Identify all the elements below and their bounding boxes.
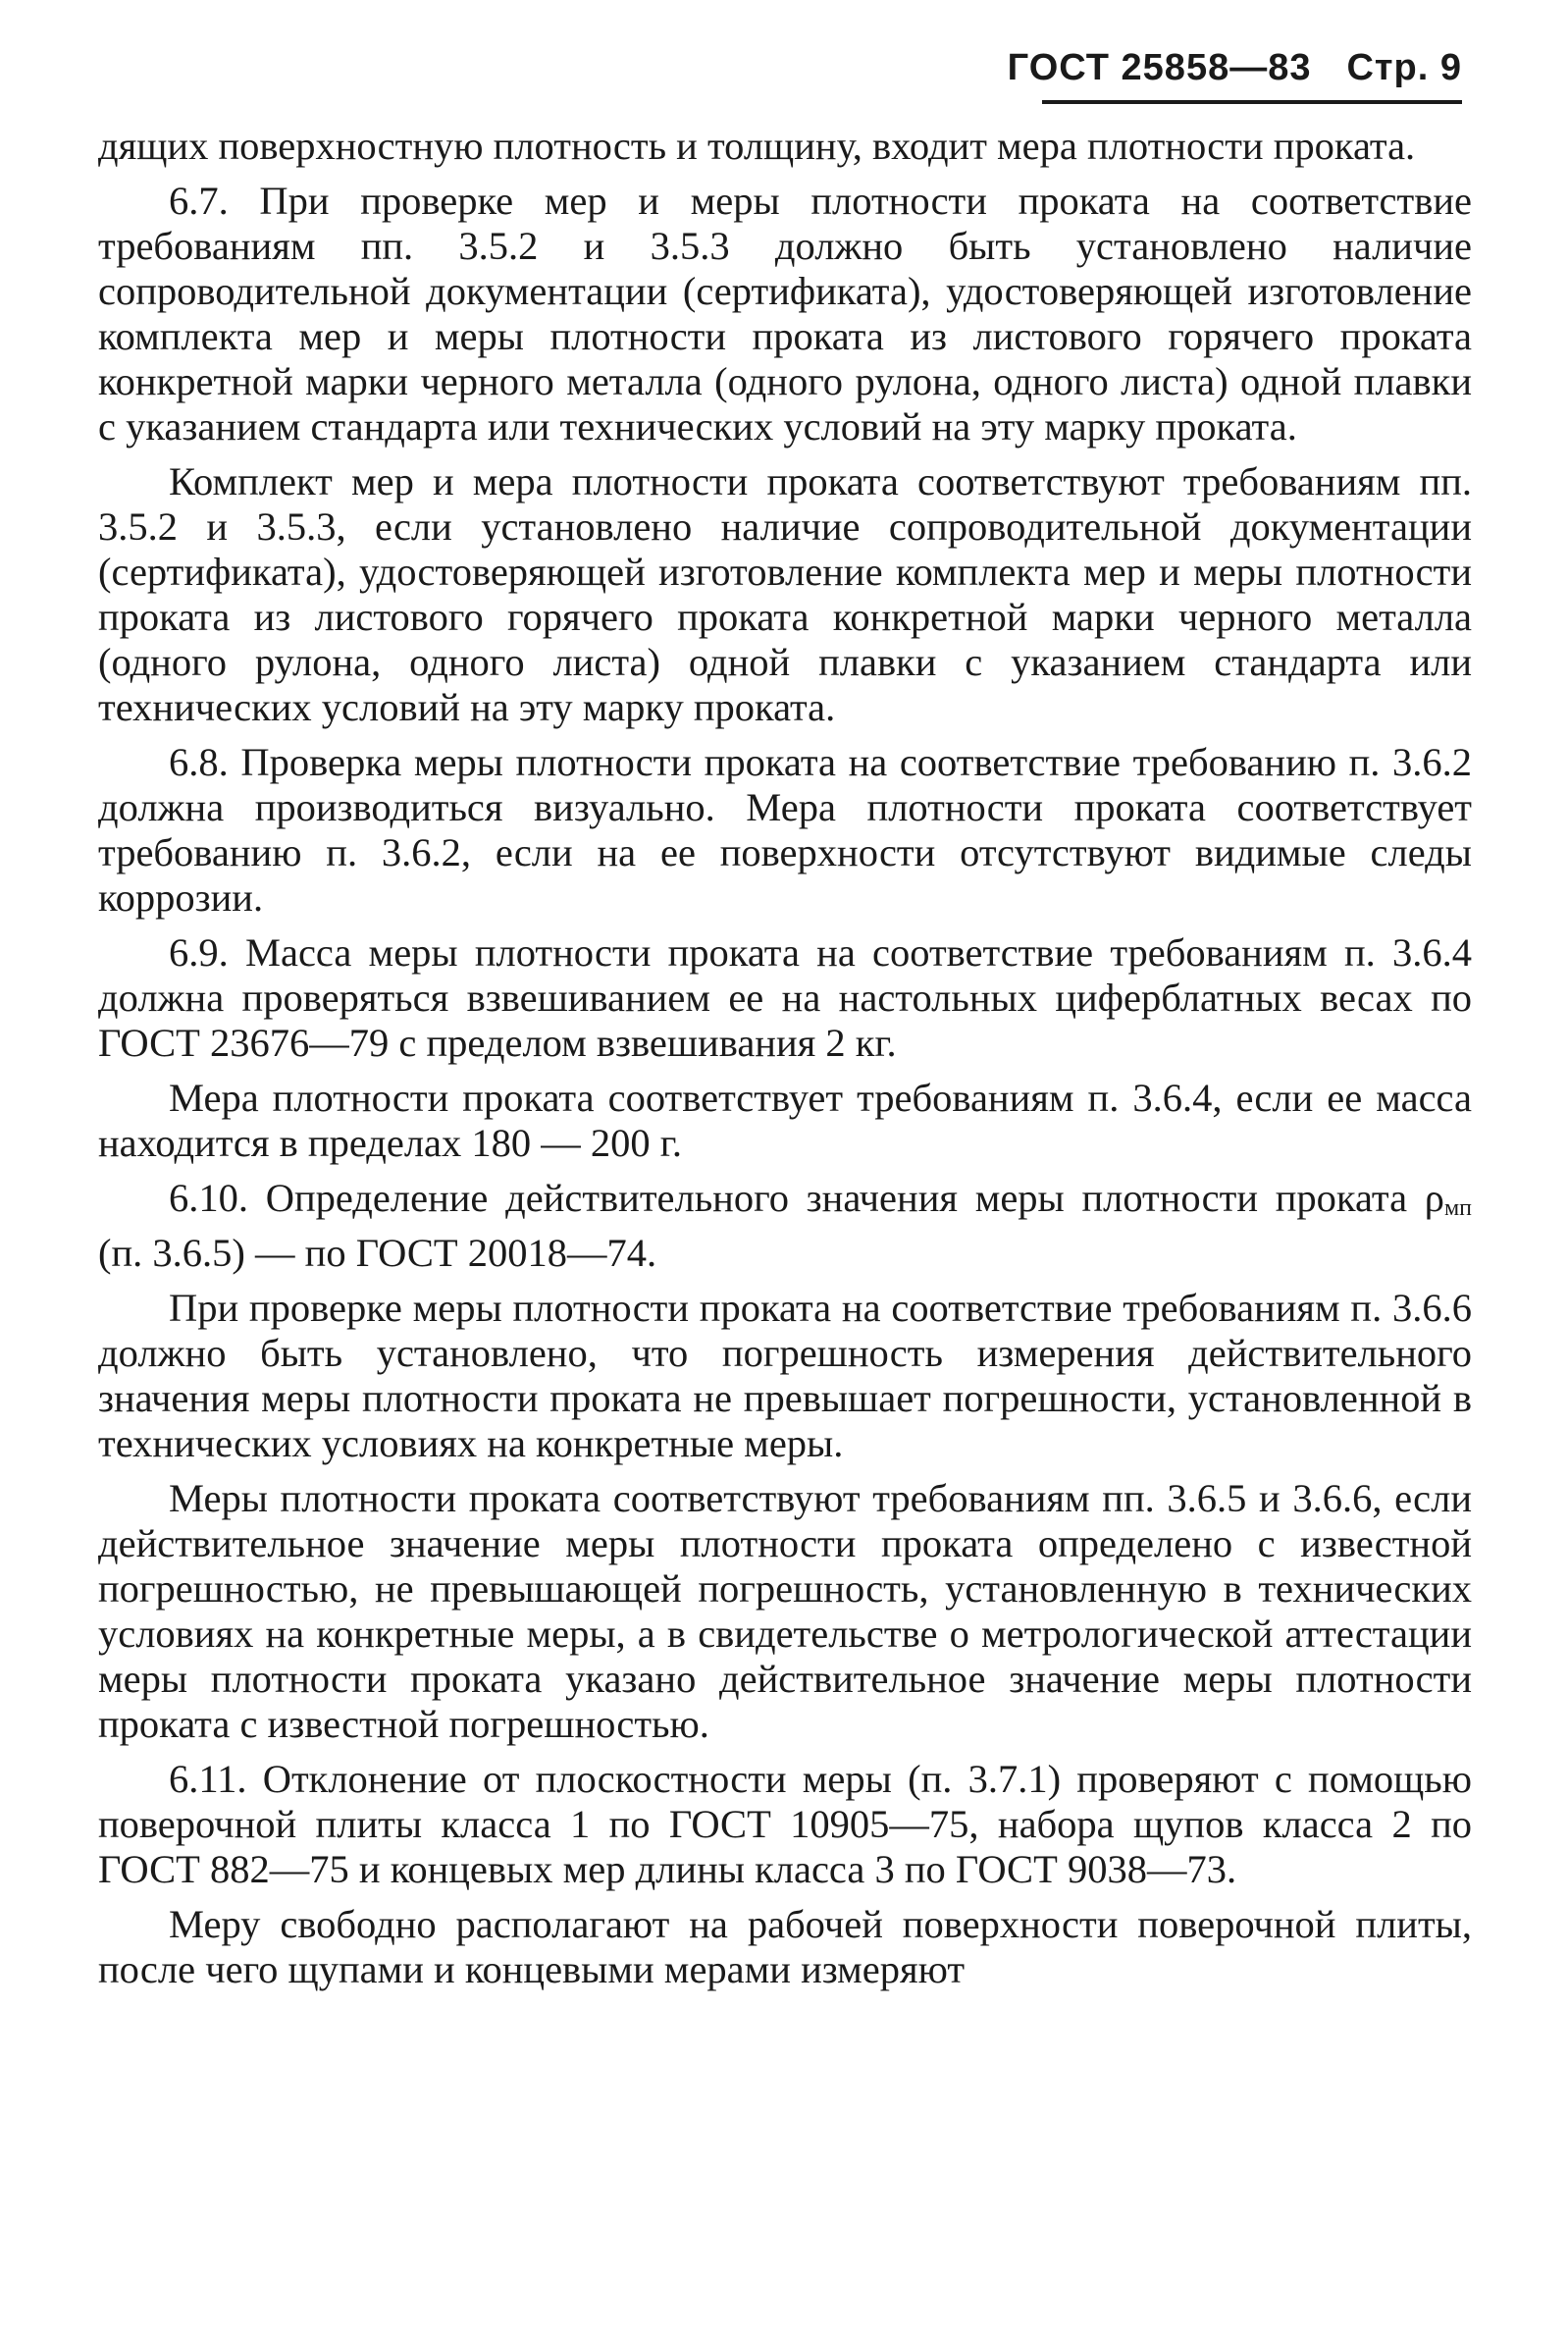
paragraph: Мера плотности проката соответствует требованиям п. 3.6.4, если ее масса находится в пределах 180 — 200 г. (98, 1076, 1472, 1165)
formula-subscript: мп (1443, 1195, 1472, 1221)
formula-lead-text: 6.10. Определение действительного значения меры плотности проката ρ (169, 1176, 1444, 1220)
paragraph: Меру свободно располагают на рабочей поверхности поверочной плиты, после чего щупами и концевыми мерами измеряют (98, 1902, 1472, 1991)
page-number: Стр. 9 (1346, 47, 1462, 88)
formula-trail-text: (п. 3.6.5) — по ГОСТ 20018—74. (98, 1231, 657, 1275)
standard-number: ГОСТ 25858—83 (1007, 47, 1312, 88)
paragraph: Меры плотности проката соответствуют требованиям пп. 3.6.5 и 3.6.6, если действительное значение меры плотности проката определено с известной погрешностью, не превышающей погрешность, установленную в технических условиях на конкретные меры, а в свидетельстве о метрологической аттестации меры плотности проката указано действительное значение меры плотности проката с известной погрешностью. (98, 1476, 1472, 1746)
header-rule (1042, 100, 1462, 104)
paragraph: 6.7. При проверке мер и меры плотности проката на соответствие требованиям пп. 3.5.2 и 3.5.3 должно быть установлено наличие сопроводительной документации (сертификата), удостоверяющей изготовление комплекта мер и меры плотности проката из листового горячего проката конкретной марки черного металла (одного рулона, одного листа) одной плавки с указанием стандарта или технических условий на эту марку проката. (98, 179, 1472, 449)
paragraph: 6.8. Проверка меры плотности проката на соответствие требованию п. 3.6.2 должна производиться визуально. Мера плотности проката соответствует требованию п. 3.6.2, если на ее поверхности отсутствуют видимые следы коррозии. (98, 740, 1472, 920)
paragraph: При проверке меры плотности проката на соответствие требованиям п. 3.6.6 должно быть установлено, что погрешность измерения действительного значения меры плотности проката не превышает погрешности, установленной в технических условиях на конкретные меры. (98, 1286, 1472, 1465)
paragraph: Комплект мер и мера плотности проката соответствуют требованиям пп. 3.5.2 и 3.5.3, если установлено наличие сопроводительной документации (сертификата), удостоверяющей изготовление комплекта мер и меры плотности проката из листового горячего проката конкретной марки черного металла (одного рулона, одного листа) одной плавки с указанием стандарта или технических условий на эту марку проката. (98, 459, 1472, 729)
document-page (98, 47, 1472, 1992)
page-header (98, 47, 1472, 98)
body-text (98, 124, 1472, 1992)
paragraph: 6.9. Масса меры плотности проката на соответствие требованиям п. 3.6.4 должна проверяться взвешиванием ее на настольных циферблатных весах по ГОСТ 23676—79 с пределом взвешивания 2 кг. (98, 930, 1472, 1065)
paragraph-with-formula (98, 1176, 1472, 1276)
paragraph: 6.11. Отклонение от плоскостности меры (п. 3.7.1) проверяют с помощью поверочной плиты класса 1 по ГОСТ 10905—75, набора щупов класса 2 по ГОСТ 882—75 и концевых мер длины класса 3 по ГОСТ 9038—73. (98, 1757, 1472, 1891)
paragraph: дящих поверхностную плотность и толщину, входит мера плотности проката. (98, 124, 1416, 168)
